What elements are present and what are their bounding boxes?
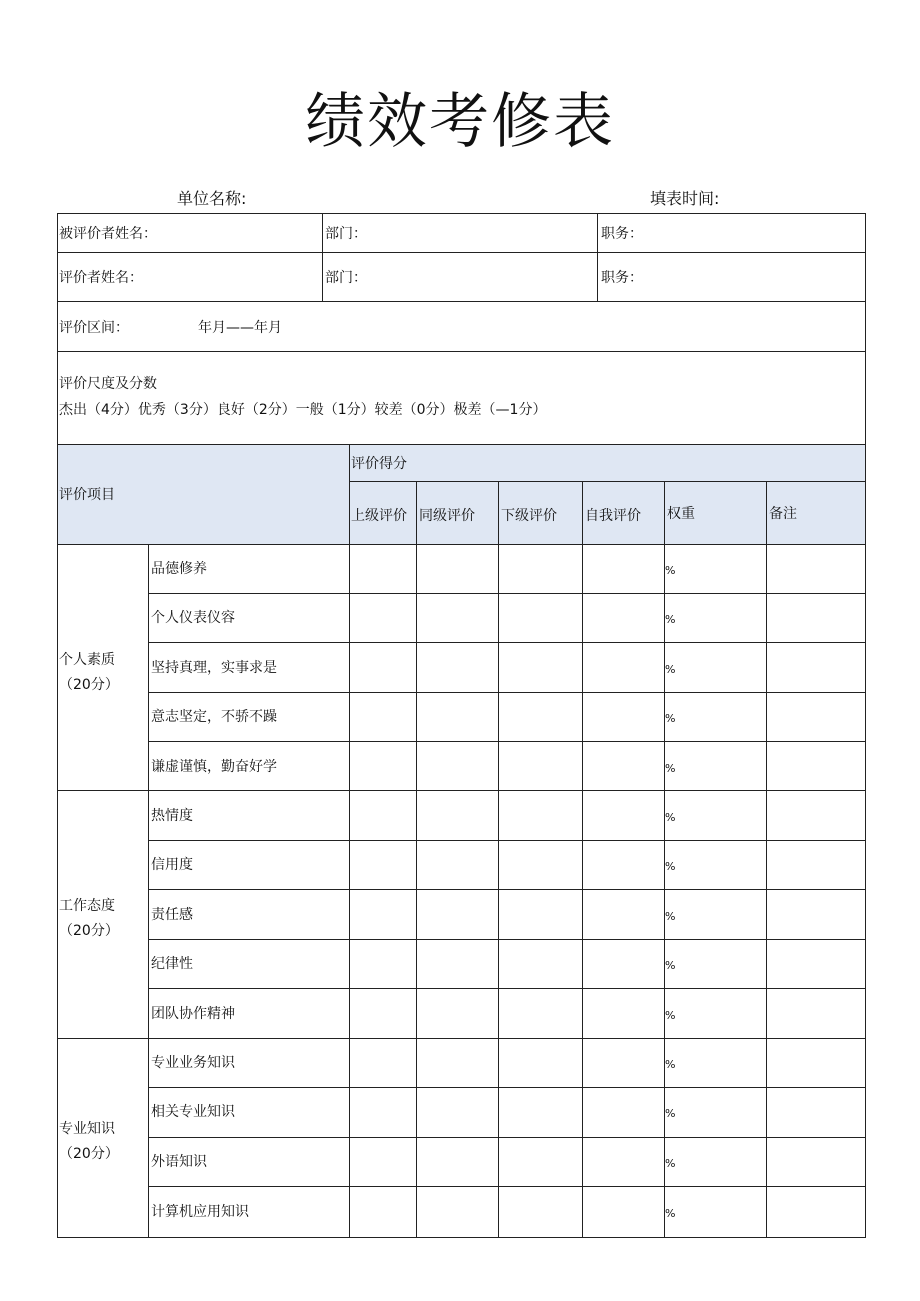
grid-line	[57, 252, 866, 253]
weight-percent[interactable]: %	[665, 959, 676, 972]
unit-name-label: 单位名称:	[177, 189, 247, 208]
weight-percent[interactable]: %	[665, 663, 676, 676]
grid-line	[57, 444, 866, 445]
interval-value[interactable]: 年月——年月	[198, 320, 282, 336]
grid-line	[57, 1038, 866, 1039]
weight-percent[interactable]: %	[665, 860, 676, 873]
grid-line	[148, 642, 866, 643]
grid-line	[57, 213, 58, 1238]
grid-line	[865, 213, 866, 1238]
item-teamwork: 团队协作精神	[151, 1006, 235, 1022]
grid-line	[498, 481, 499, 1238]
grid-line	[148, 889, 866, 890]
item-morality: 品德修养	[151, 561, 207, 577]
header-shade	[57, 445, 865, 544]
grid-line	[57, 790, 866, 791]
grid-line	[664, 481, 665, 1238]
col-self: 自我评价	[585, 508, 641, 524]
grid-line	[322, 213, 323, 302]
item-discipline: 纪律性	[151, 956, 193, 972]
grid-line	[57, 351, 866, 352]
weight-percent[interactable]: %	[665, 811, 676, 824]
item-computer-skills: 计算机应用知识	[151, 1204, 249, 1220]
item-header: 评价项目	[59, 487, 115, 503]
grid-line	[57, 213, 866, 214]
evaluator-name-field[interactable]: 评价者姓名：	[59, 270, 143, 286]
weight-percent[interactable]: %	[665, 1009, 676, 1022]
score-header: 评价得分	[351, 456, 407, 472]
item-responsibility: 责任感	[151, 907, 193, 923]
evaluator-post-field[interactable]: 职务：	[601, 270, 643, 286]
scale-text: 杰出（4分）优秀（3分）良好（2分）一般（1分）较差（0分）极差（—1分）	[59, 402, 547, 418]
grid-line	[57, 544, 866, 545]
grid-line	[597, 213, 598, 302]
grid-line	[148, 840, 866, 841]
group-work-attitude: 工作态度（20分）	[59, 898, 119, 939]
grid-line	[148, 988, 866, 989]
item-truth: 坚持真理，实事求是	[151, 660, 277, 676]
grid-line	[349, 481, 866, 482]
grid-line	[582, 481, 583, 1238]
item-foreign-language: 外语知识	[151, 1154, 207, 1170]
group-personal-quality: 个人素质（20分）	[59, 652, 119, 693]
grid-line	[57, 301, 866, 302]
grid-line	[148, 1186, 866, 1187]
weight-percent[interactable]: %	[665, 1207, 676, 1220]
weight-percent[interactable]: %	[665, 762, 676, 775]
item-credibility: 信用度	[151, 857, 193, 873]
weight-percent[interactable]: %	[665, 613, 676, 626]
group-professional-knowledge: 专业知识（20分）	[59, 1121, 119, 1162]
weight-percent[interactable]: %	[665, 564, 676, 577]
evaluator-dept-field[interactable]: 部门：	[325, 270, 367, 286]
weight-percent[interactable]: %	[665, 1107, 676, 1120]
grid-line	[148, 1137, 866, 1138]
weight-percent[interactable]: %	[665, 910, 676, 923]
scale-title: 评价尺度及分数	[59, 376, 157, 392]
weight-percent[interactable]: %	[665, 712, 676, 725]
fill-date-label: 填表时间:	[650, 189, 720, 208]
grid-line	[148, 1087, 866, 1088]
col-remark: 备注	[769, 506, 797, 522]
evaluatee-post-field[interactable]: 职务：	[601, 226, 643, 242]
col-subordinate: 下级评价	[501, 508, 557, 524]
grid-line	[148, 593, 866, 594]
item-business-knowledge: 专业业务知识	[151, 1055, 235, 1071]
grid-line	[57, 1237, 866, 1238]
col-peer: 同级评价	[419, 508, 475, 524]
item-modesty: 谦虚谨慎，勤奋好学	[151, 759, 277, 775]
col-weight: 权重	[667, 506, 695, 522]
item-firm-will: 意志坚定，不骄不躁	[151, 709, 277, 725]
grid-line	[416, 481, 417, 1238]
grid-line	[349, 444, 350, 1238]
grid-line	[148, 741, 866, 742]
evaluatee-name-field[interactable]: 被评价者姓名：	[59, 226, 157, 242]
item-appearance: 个人仪表仪容	[151, 610, 235, 626]
grid-line	[148, 939, 866, 940]
item-related-knowledge: 相关专业知识	[151, 1104, 235, 1120]
grid-line	[148, 692, 866, 693]
item-enthusiasm: 热情度	[151, 808, 193, 824]
page-title: 绩效考修表	[305, 87, 615, 157]
weight-percent[interactable]: %	[665, 1157, 676, 1170]
col-superior: 上级评价	[351, 508, 407, 524]
weight-percent[interactable]: %	[665, 1058, 676, 1071]
grid-line	[766, 481, 767, 1238]
grid-line	[148, 544, 149, 1238]
interval-label: 评价区间：	[59, 320, 129, 336]
evaluatee-dept-field[interactable]: 部门：	[325, 226, 367, 242]
